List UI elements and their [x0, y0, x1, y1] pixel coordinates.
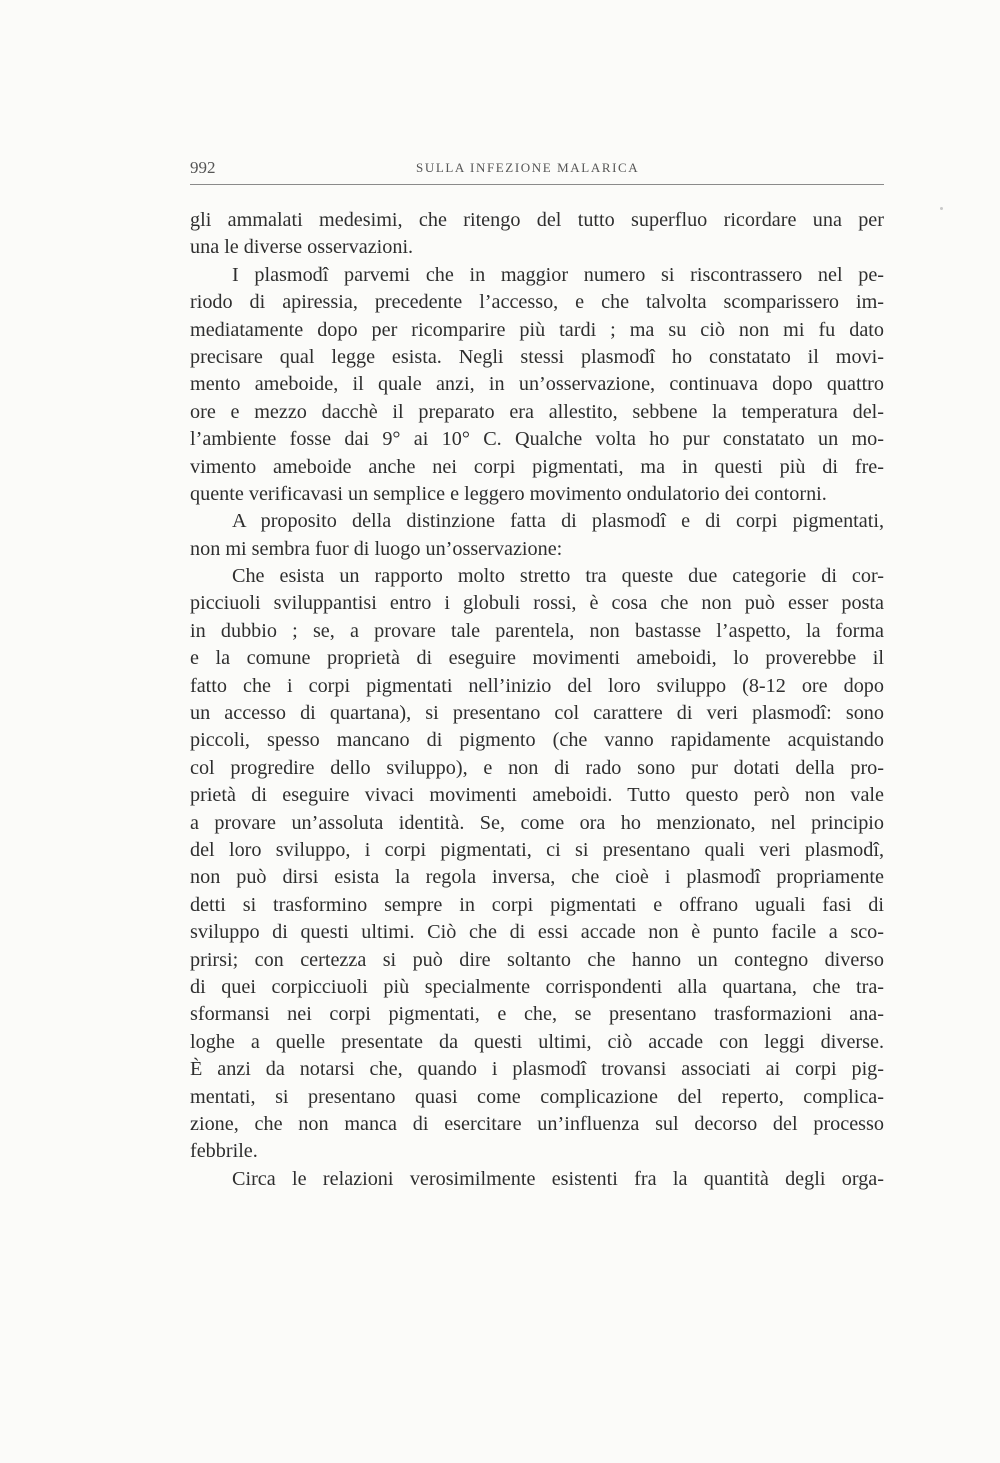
- text-line: vimento ameboide anche nei corpi pigmentati, ma in questi più di fre-: [190, 455, 884, 478]
- text-line: non mi sembra fuor di luogo un’osservazione:: [190, 537, 563, 560]
- text-line: zione, che non manca di esercitare un’influenza sul decorso del processo: [190, 1112, 884, 1135]
- header-rule: [190, 184, 884, 185]
- text-line: una le diverse osservazioni.: [190, 236, 414, 259]
- text-line: A proposito della distinzione fatta di plasmodî e di corpi pigmentati,: [232, 510, 884, 533]
- text-line: gli ammalati medesimi, che ritengo del tutto superfluo ricordare una per: [190, 209, 884, 231]
- body-text: [190, 207, 884, 1193]
- running-title: SULLA INFEZIONE MALARICA: [416, 160, 640, 175]
- text-line: prietà di eseguire vivaci movimenti ameboidi. Tutto questo però non vale: [190, 784, 884, 807]
- text-line: I plasmodî parvemi che in maggior numero si riscontrassero nel pe-: [232, 263, 884, 286]
- text-line: l’ambiente fosse dai 9° ai 10° C. Qualche volta ho pur constatato un mo-: [190, 428, 884, 451]
- text-line: prirsi; con certezza si può dire soltanto che hanno un contegno diverso: [190, 948, 884, 971]
- text-line: picciuoli sviluppantisi entro i globuli rossi, è cosa che non può esser posta: [190, 592, 884, 615]
- text-line: del loro sviluppo, i corpi pigmentati, ci si presentano quali veri plasmodî,: [190, 838, 884, 861]
- text-line: sviluppo di questi ultimi. Ciò che di essi accade non è punto facile a sco-: [190, 921, 884, 944]
- text-line: Che esista un rapporto molto stretto tra queste due categorie di cor-: [232, 565, 884, 588]
- text-line: È anzi da notarsi che, quando i plasmodî trovansi associati ai corpi pig-: [190, 1058, 884, 1081]
- text-line: riodo di apiressia, precedente l’accesso, e che talvolta scomparissero im-: [190, 291, 884, 314]
- page-number: 992: [190, 158, 216, 177]
- paper-speck: [940, 207, 943, 210]
- text-line: col progredire dello sviluppo), e non di rado sono pur dotati della pro-: [190, 756, 884, 779]
- text-line: mento ameboide, il quale anzi, in un’osservazione, continuava dopo quattro: [190, 373, 884, 396]
- text-line: febbrile.: [190, 1140, 258, 1163]
- text-line: un accesso di quartana), si presentano col carattere di veri plasmodî: sono: [190, 702, 884, 725]
- text-line: fatto che i corpi pigmentati nell’inizio del loro sviluppo (8-12 ore dopo: [190, 674, 884, 697]
- text-line: e la comune proprietà di eseguire movimenti ameboidi, lo proverebbe il: [190, 647, 884, 670]
- text-line: detti si trasformino sempre in corpi pigmentati e offrano uguali fasi di: [190, 893, 884, 916]
- text-line: mediatamente dopo per ricomparire più tardi ; ma su ciò non mi fu dato: [190, 318, 884, 341]
- text-line: sformansi nei corpi pigmentati, e che, se presentano trasformazioni ana-: [190, 1003, 884, 1026]
- text-line: in dubbio ; se, a provare tale parentela, non bastasse l’aspetto, la forma: [190, 619, 884, 642]
- text-line: loghe a quelle presentate da questi ultimi, ciò accade con leggi diverse.: [190, 1030, 884, 1053]
- text-line: mentati, si presentano quasi come complicazione del reperto, complica-: [190, 1085, 884, 1108]
- page-header: [190, 158, 884, 184]
- text-line: precisare qual legge esista. Negli stessi plasmodî ho constatato il movi-: [190, 345, 884, 368]
- text-line: quente verificavasi un semplice e leggero movimento ondulatorio dei contorni.: [190, 482, 827, 505]
- text-line: di quei corpicciuoli più specialmente corrispondenti alla quartana, che tra-: [190, 975, 884, 998]
- text-line: Circa le relazioni verosimilmente esistenti fra la quantità degli orga-: [232, 1167, 884, 1190]
- text-line: a provare un’assoluta identità. Se, come ora ho menzionato, nel principio: [190, 811, 884, 834]
- text-line: piccoli, spesso mancano di pigmento (che vanno rapidamente acquistando: [190, 729, 884, 752]
- text-line: ore e mezzo dacchè il preparato era allestito, sebbene la temperatura del-: [190, 400, 884, 423]
- text-line: non può dirsi esista la regola inversa, che cioè i plasmodî propriamente: [190, 866, 884, 889]
